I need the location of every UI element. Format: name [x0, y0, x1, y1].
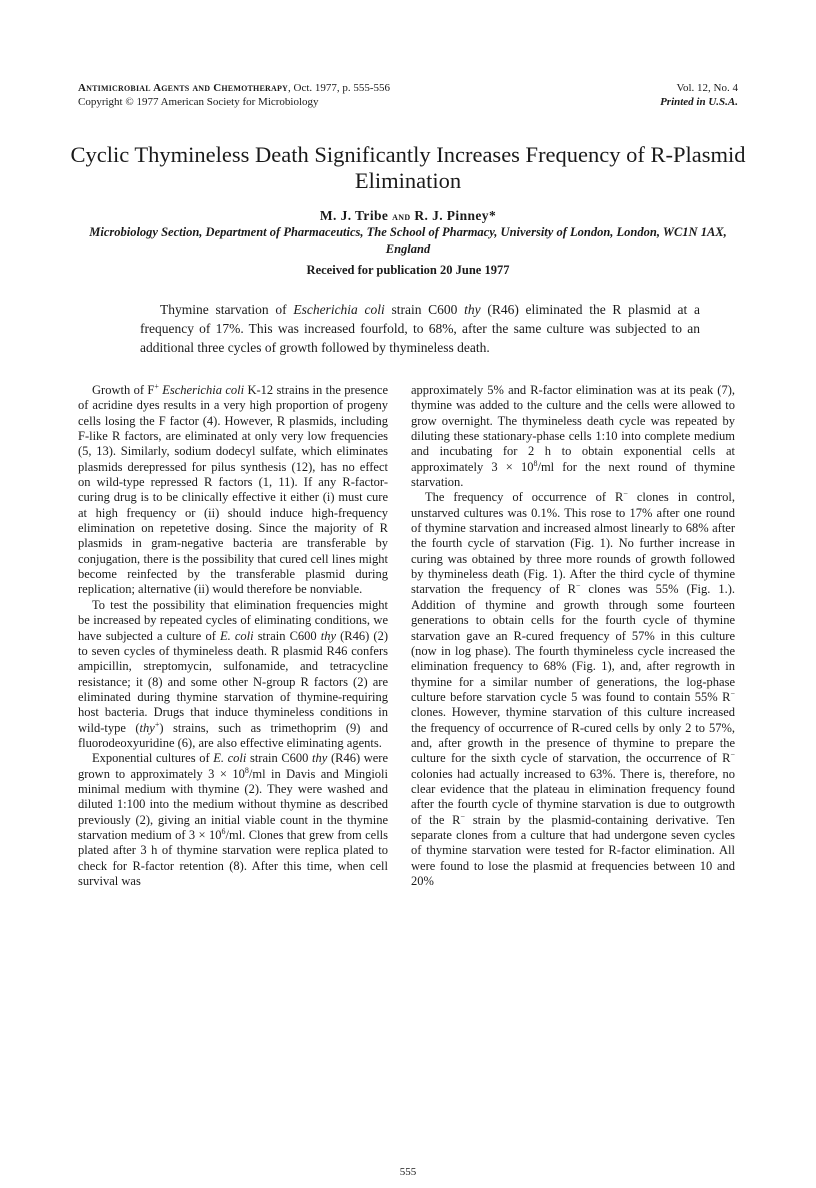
running-header-left — [78, 82, 390, 109]
body-column-left — [78, 383, 388, 889]
paragraph-rationale: To test the possibility that elimination frequencies might be increased by repeated cycles of eliminating conditions, we have subjected a culture of E. coli strain C600 thy (R46) (2) to seven cycles of thymineless death. R plasmid R46 confers ampicillin, streptomycin, sulfonamide, and tetracycline resistance; it (8) and some other N-group R factors (2) are eliminated during thymine starvation of thymine-requiring host bacteria. Drugs that induce thymineless conditions in wild-type (thy+) strains, such as trimethoprim (9) and fluorodeoxyuridine (6), are also effective eliminating agents. — [78, 597, 388, 750]
copyright-line: Copyright © 1977 American Society for Microbiology — [78, 95, 319, 108]
genotype: thy — [320, 628, 337, 643]
received-date: Received for publication 20 June 1977 — [306, 263, 510, 277]
journal-citation — [78, 82, 390, 96]
genotype: thy — [139, 720, 155, 735]
species-name: Escherichia coli — [162, 383, 245, 397]
affiliation: Microbiology Section, Department of Pharmaceutics, The School of Pharmacy, University of London, London, WC1N 1AX, England — [89, 225, 727, 256]
printed-in: Printed in U.S.A. — [660, 95, 738, 108]
journal-name: Antimicrobial Agents and Chemotherapy — [78, 82, 289, 94]
article-title: Cyclic Thymineless Death Significantly Increases Frequency of R-Plasmid Elimination — [70, 142, 746, 193]
abstract: Thymine starvation of Escherichia coli strain C600 thy (R46) eliminated the R plasmid at a frequency of 17%. This was increased fourfold, to 68%, after the same culture was subjected to an additional three cycles of growth followed by thymineless death. — [140, 302, 700, 355]
author-line — [0, 208, 816, 224]
body-column-right — [411, 383, 735, 889]
author-tribe: M. J. Tribe — [319, 208, 389, 223]
volume-issue: Vol. 12, No. 4 — [676, 82, 738, 94]
species-name: E. coli — [213, 751, 247, 766]
genotype: thy — [312, 751, 328, 766]
paragraph-intro: Growth of F+ Escherichia coli K-12 strains in the presence of acridine dyes results in a very high proportion of progeny cells losing the F factor (4). However, R plasmids, including F-like R factors, are eliminated at only very low frequencies (5, 13). Similarly, sodium dodecyl sulfate, which eliminates plasmids derepressed for pilus synthesis (12), has no effect on wild-type repressed R factors (1, 11). If any R-factor-curing drug is to be clinically effective it either (i) must cure at high frequency or (ii) should induce high-frequency elimination on repetetive dosing. Since the majority of R plasmids in gram-negative bacteria are transferable by conjugation, there is the possibility that cured cell lines might become reinfected by the transferable plasmid during replication; alternative (ii) would therefore be nonviable. — [78, 381, 389, 597]
issue-date: , Oct. 1977, p. 555-556 — [288, 82, 391, 94]
author-conjunction: and — [392, 209, 411, 223]
paragraph-results: The frequency of occurrence of R− clones in control, unstarved cultures was 0.1%. This rose to 17% after one round of thymine starvation and increased almost linearly to 68% after the fourth cycle of starvation (Fig. 1). No further increase in curing was obtained by three more rounds of growth followed by thymineless death (Fig. 1). After the third cycle of thymine starvation the frequency of R− clones was 55% (Fig. 1.). Addition of thymine and growth through some fourteen generations to obtain cells for the fourth cycle of thymine starvation gave an R-cured frequency of 57% in this culture (now in log phase). The fourth thymineless cycle increased the elimination frequency to 68% (Fig. 1), and, after regrowth in thymine for a similar number of generations, the log-phase culture before starvation cycle 5 was found to contain 55% R− clones. However, thymine starvation of this culture increased the frequency of occurrence of R-cured cells by only 2 to 57%, and, after growth in the presence of thymine to prepare the culture for the sixth cycle of starvation, the occurrence of R− colonies had actually increased to 63%. There is, therefore, no clear evidence that the plateau in elimination frequency found after the fourth cycle of thymine starvation is due to outgrowth of the R− strain by the plasmid-containing derivative. Ten separate clones from a culture that had undergone seven cycles of thymine starvation were tested for R-factor elimination. All were found to lose the plasmid at frequencies between 10 and 20% — [411, 489, 735, 888]
species-name: Escherichia coli — [293, 302, 385, 317]
genotype: thy — [464, 302, 481, 317]
paragraph-methods-continued: approximately 5% and R-factor elimination was at its peak (7), thymine was added to the culture and the cells were allowed to grow overnight. The thymineless death cycle was repeated by diluting these stationary-phase cells 1:10 into complete medium and incubating for 2 h to obtain exponential cells at approximately $3 \times 10^8/ml$ for the next round of thymine starvation. — [411, 383, 736, 490]
species-name: E. coli — [219, 628, 254, 643]
paragraph-methods: Exponential cultures of E. coli strain C600 thy (R46) were grown to approximately $3 \times 10^8/ml$ in Davis and Mingioli minimal medium with thymine (2). They were washed and diluted 1:100 into the medium without thymine as described previously (2), giving an initial viable count in the thymine starvation medium of $3 \times 10^6/ml$. Clones that grew from cells plated after 3 h of thymine starvation were replica plated to check for R-factor retention (8). After this time, when cell survival was — [78, 751, 388, 888]
page-number: 555 — [399, 1166, 417, 1178]
running-header-right — [660, 82, 738, 109]
author-pinney: R. J. Pinney* — [414, 208, 497, 223]
